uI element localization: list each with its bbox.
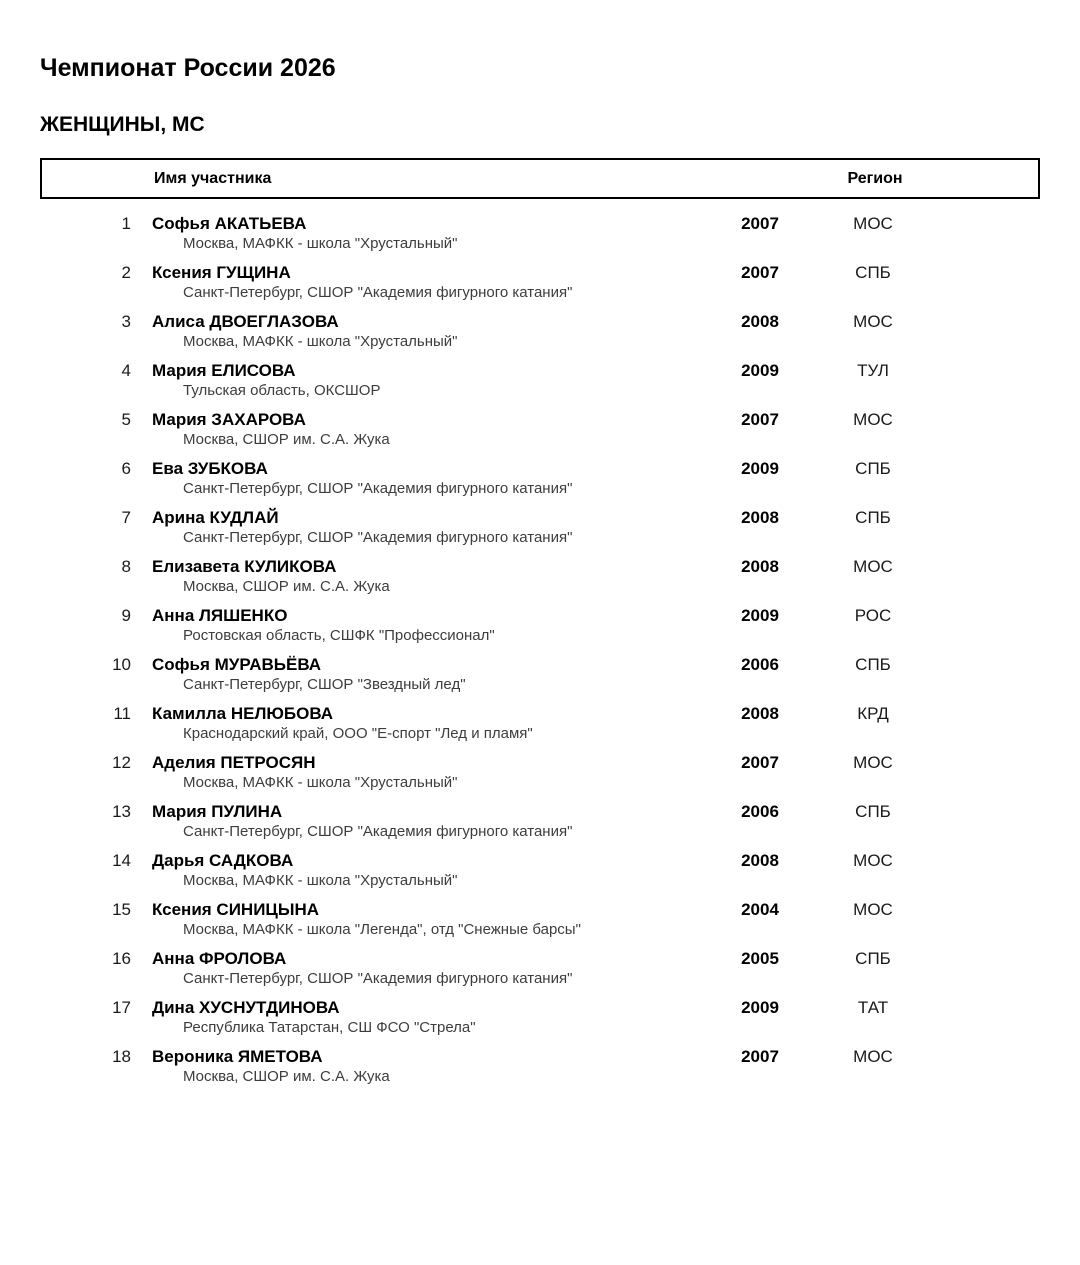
birth-year: 2009 [741, 606, 779, 625]
participant-affiliation: Москва, МАФКК - школа "Легенда", отд "Снежные барсы" [183, 921, 581, 938]
table-row [40, 507, 1040, 547]
row-trailing-spacer [926, 752, 1040, 792]
participant-name: Анна ЛЯШЕНКО [152, 606, 288, 625]
row-number: 17 [112, 998, 131, 1017]
row-number: 5 [121, 410, 131, 429]
participant-cell [140, 360, 700, 400]
region-code: МОС [853, 557, 893, 576]
table-row [40, 213, 1040, 253]
row-trailing-spacer [926, 409, 1040, 449]
participant-name: Алиса ДВОЕГЛАЗОВА [152, 312, 339, 331]
table-row [40, 654, 1040, 694]
participant-affiliation: Москва, СШОР им. С.А. Жука [183, 578, 390, 595]
region-code: ТАТ [857, 998, 889, 1017]
row-number: 8 [121, 557, 131, 576]
column-header-region: Регион [847, 169, 903, 187]
region-code: МОС [853, 410, 893, 429]
region-code: СПБ [855, 949, 891, 968]
participant-affiliation: Москва, МАФКК - школа "Хрустальный" [183, 872, 458, 889]
table-row [40, 703, 1040, 743]
page-title: Чемпионат России 2026 [40, 54, 336, 82]
row-trailing-spacer [926, 899, 1040, 939]
row-trailing-spacer [926, 507, 1040, 547]
birth-year: 2006 [741, 655, 779, 674]
participant-cell [140, 409, 700, 449]
participant-affiliation: Санкт-Петербург, СШОР "Академия фигурного катания" [183, 970, 573, 987]
row-number: 2 [121, 263, 131, 282]
table-row [40, 948, 1040, 988]
region-code: МОС [853, 312, 893, 331]
table-row [40, 997, 1040, 1037]
row-number: 9 [121, 606, 131, 625]
table-row [40, 899, 1040, 939]
row-number: 14 [112, 851, 131, 870]
table-row [40, 409, 1040, 449]
participant-cell [140, 262, 700, 302]
table-row [40, 605, 1040, 645]
birth-year: 2007 [741, 214, 779, 233]
participant-name: Аделия ПЕТРОСЯН [152, 753, 316, 772]
table-row [40, 752, 1040, 792]
participant-cell [140, 850, 700, 890]
participant-affiliation: Тульская область, ОКСШОР [183, 382, 381, 399]
participant-name: Софья АКАТЬЕВА [152, 214, 307, 233]
row-trailing-spacer [926, 311, 1040, 351]
birth-year: 2008 [741, 557, 779, 576]
row-trailing-spacer [926, 605, 1040, 645]
participant-cell [140, 507, 700, 547]
row-trailing-spacer [926, 948, 1040, 988]
participant-affiliation: Санкт-Петербург, СШОР "Звездный лед" [183, 676, 466, 693]
participant-list [40, 213, 1040, 1086]
row-number: 10 [112, 655, 131, 674]
table-row [40, 556, 1040, 596]
participant-name: Мария ЗАХАРОВА [152, 410, 306, 429]
row-trailing-spacer [926, 850, 1040, 890]
birth-year: 2007 [741, 410, 779, 429]
participant-cell [140, 1046, 700, 1086]
region-code: СПБ [855, 459, 891, 478]
row-number: 1 [121, 214, 131, 233]
region-code: МОС [853, 900, 893, 919]
birth-year: 2009 [741, 998, 779, 1017]
table-row [40, 262, 1040, 302]
row-number: 11 [113, 704, 131, 723]
participant-cell [140, 458, 700, 498]
row-trailing-spacer [926, 654, 1040, 694]
row-number: 18 [112, 1047, 131, 1066]
participant-cell [140, 899, 700, 939]
row-number: 16 [112, 949, 131, 968]
row-trailing-spacer [926, 997, 1040, 1037]
participant-name: Дарья САДКОВА [152, 851, 294, 870]
birth-year: 2006 [741, 802, 779, 821]
birth-year: 2004 [741, 900, 779, 919]
birth-year: 2007 [741, 753, 779, 772]
region-code: МОС [853, 753, 893, 772]
region-code: МОС [853, 851, 893, 870]
participant-cell [140, 703, 700, 743]
participant-affiliation: Москва, СШОР им. С.А. Жука [183, 1068, 390, 1085]
participant-name: Арина КУДЛАЙ [152, 508, 279, 527]
region-code: РОС [854, 606, 892, 625]
participant-cell [140, 311, 700, 351]
participant-name: Мария ПУЛИНА [152, 802, 283, 821]
table-row [40, 311, 1040, 351]
participant-affiliation: Санкт-Петербург, СШОР "Академия фигурного катания" [183, 529, 573, 546]
birth-year: 2008 [741, 508, 779, 527]
table-row [40, 1046, 1040, 1086]
region-code: СПБ [855, 802, 891, 821]
row-trailing-spacer [926, 703, 1040, 743]
participant-cell [140, 948, 700, 988]
participant-affiliation: Москва, МАФКК - школа "Хрустальный" [183, 235, 458, 252]
birth-year: 2009 [741, 459, 779, 478]
row-number: 6 [121, 459, 131, 478]
table-header [40, 158, 1040, 199]
row-trailing-spacer [926, 801, 1040, 841]
participant-cell [140, 605, 700, 645]
table-row [40, 850, 1040, 890]
participant-cell [140, 213, 700, 253]
column-header-name: Имя участника [154, 169, 272, 187]
participant-cell [140, 801, 700, 841]
participant-affiliation: Москва, СШОР им. С.А. Жука [183, 431, 390, 448]
participant-name: Дина ХУСНУТДИНОВА [152, 998, 340, 1017]
participant-name: Ксения СИНИЦЫНА [152, 900, 320, 919]
table-row [40, 801, 1040, 841]
region-code: ТУЛ [857, 361, 889, 380]
row-trailing-spacer [926, 213, 1040, 253]
birth-year: 2008 [741, 312, 779, 331]
participant-cell [140, 997, 700, 1037]
table-row [40, 458, 1040, 498]
participant-name: Вероника ЯМЕТОВА [152, 1047, 323, 1066]
participant-name: Ксения ГУЩИНА [152, 263, 291, 282]
birth-year: 2007 [741, 1047, 779, 1066]
region-code: СПБ [855, 655, 891, 674]
participant-cell [140, 752, 700, 792]
region-code: СПБ [855, 508, 891, 527]
category-subtitle: ЖЕНЩИНЫ, МС [40, 113, 205, 136]
participant-name: Анна ФРОЛОВА [152, 949, 287, 968]
birth-year: 2005 [741, 949, 779, 968]
participant-affiliation: Республика Татарстан, СШ ФСО "Стрела" [183, 1019, 476, 1036]
birth-year: 2007 [741, 263, 779, 282]
region-code: МОС [853, 1047, 893, 1066]
row-trailing-spacer [926, 1046, 1040, 1086]
table-row [40, 360, 1040, 400]
row-trailing-spacer [926, 262, 1040, 302]
participant-affiliation: Санкт-Петербург, СШОР "Академия фигурного катания" [183, 823, 573, 840]
region-code: МОС [853, 214, 893, 233]
birth-year: 2008 [741, 704, 779, 723]
participant-affiliation: Санкт-Петербург, СШОР "Академия фигурного катания" [183, 284, 573, 301]
row-number: 4 [121, 361, 131, 380]
birth-year: 2009 [741, 361, 779, 380]
participant-cell [140, 556, 700, 596]
row-trailing-spacer [926, 458, 1040, 498]
participant-affiliation: Москва, МАФКК - школа "Хрустальный" [183, 774, 458, 791]
birth-year: 2008 [741, 851, 779, 870]
participant-name: Софья МУРАВЬЁВА [152, 655, 322, 674]
participant-name: Елизавета КУЛИКОВА [152, 557, 337, 576]
row-number: 13 [112, 802, 131, 821]
row-number: 7 [121, 508, 131, 527]
participant-affiliation: Москва, МАФКК - школа "Хрустальный" [183, 333, 458, 350]
row-trailing-spacer [926, 556, 1040, 596]
row-trailing-spacer [926, 360, 1040, 400]
region-code: КРД [857, 704, 889, 723]
participant-name: Камилла НЕЛЮБОВА [152, 704, 334, 723]
participant-name: Ева ЗУБКОВА [152, 459, 268, 478]
row-number: 12 [112, 753, 131, 772]
participant-cell [140, 654, 700, 694]
participant-affiliation: Ростовская область, СШФК "Профессионал" [183, 627, 495, 644]
participant-affiliation: Краснодарский край, ООО "Е-спорт "Лед и пламя" [183, 725, 533, 742]
participant-name: Мария ЕЛИСОВА [152, 361, 296, 380]
participant-affiliation: Санкт-Петербург, СШОР "Академия фигурного катания" [183, 480, 573, 497]
region-code: СПБ [855, 263, 891, 282]
row-number: 3 [121, 312, 131, 331]
row-number: 15 [112, 900, 131, 919]
